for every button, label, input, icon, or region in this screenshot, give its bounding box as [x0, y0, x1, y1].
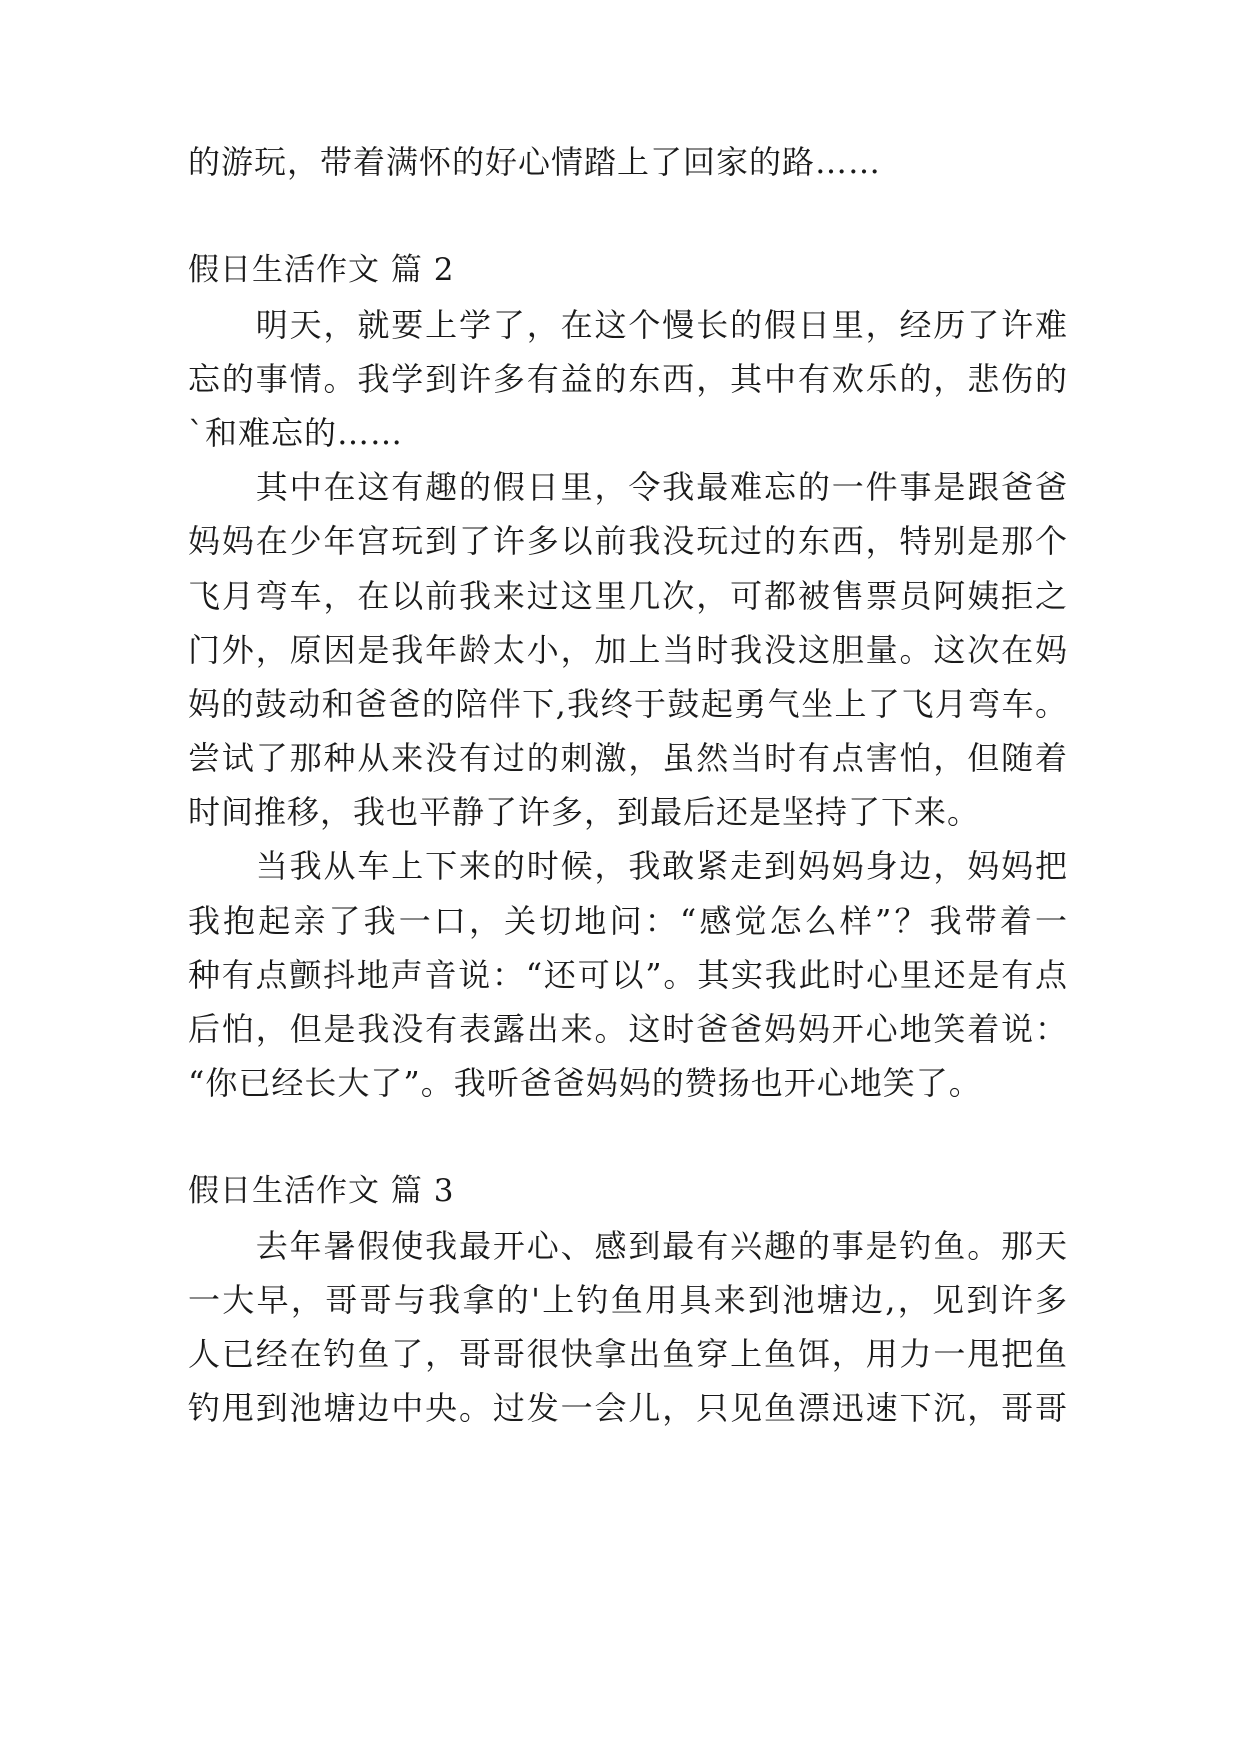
paragraph-line: 我抱起亲了我一口，关切地问：“感觉怎么样”？我带着一	[188, 902, 1068, 940]
section-heading: 假日生活作文 篇 3	[188, 1173, 455, 1209]
paragraph-line: 种有点颤抖地声音说：“还可以”。其实我此时心里还是有点	[188, 956, 1068, 994]
paragraph-line: 后怕，但是我没有表露出来。这时爸爸妈妈开心地笑着说：	[188, 1010, 1068, 1048]
paragraph-line: 明天，就要上学了，在这个慢长的假日里，经历了许难	[188, 306, 1068, 344]
paragraph-line: `和难忘的……	[188, 414, 404, 452]
paragraph-line: 妈妈在少年宫玩到了许多以前我没玩过的东西，特别是那个	[188, 522, 1068, 560]
paragraph-line: 飞月弯车，在以前我来过这里几次，可都被售票员阿姨拒之	[188, 577, 1068, 615]
paragraph-line: 尝试了那种从来没有过的刺激，虽然当时有点害怕，但随着	[188, 739, 1068, 777]
paragraph-line: 妈的鼓动和爸爸的陪伴下,我终于鼓起勇气坐上了飞月弯车。	[188, 685, 1068, 723]
paragraph-line: 人已经在钓鱼了，哥哥很快拿出鱼穿上鱼饵，用力一甩把鱼	[188, 1335, 1068, 1373]
section-heading: 假日生活作文 篇 2	[188, 252, 455, 288]
paragraph-line: 时间推移，我也平静了许多，到最后还是坚持了下来。	[188, 793, 981, 831]
paragraph-line: “你已经长大了”。我听爸爸妈妈的赞扬也开心地笑了。	[188, 1064, 982, 1102]
paragraph-line: 门外，原因是我年龄太小，加上当时我没这胆量。这次在妈	[188, 631, 1068, 669]
paragraph-line: 一大早，哥哥与我拿的'上钓鱼用具来到池塘边,，见到许多	[188, 1281, 1068, 1319]
paragraph-line: 的游玩，带着满怀的好心情踏上了回家的路……	[188, 143, 882, 181]
paragraph-line: 去年暑假使我最开心、感到最有兴趣的事是钓鱼。那天	[188, 1227, 1068, 1265]
paragraph-line: 钓甩到池塘边中央。过发一会儿，只见鱼漂迅速下沉，哥哥	[188, 1389, 1068, 1427]
paragraph-line: 其中在这有趣的假日里，令我最难忘的一件事是跟爸爸	[188, 468, 1068, 506]
paragraph-line: 当我从车上下来的时候，我敢紧走到妈妈身边，妈妈把	[188, 847, 1068, 885]
paragraph-line: 忘的事情。我学到许多有益的东西，其中有欢乐的，悲伤的	[188, 360, 1068, 398]
